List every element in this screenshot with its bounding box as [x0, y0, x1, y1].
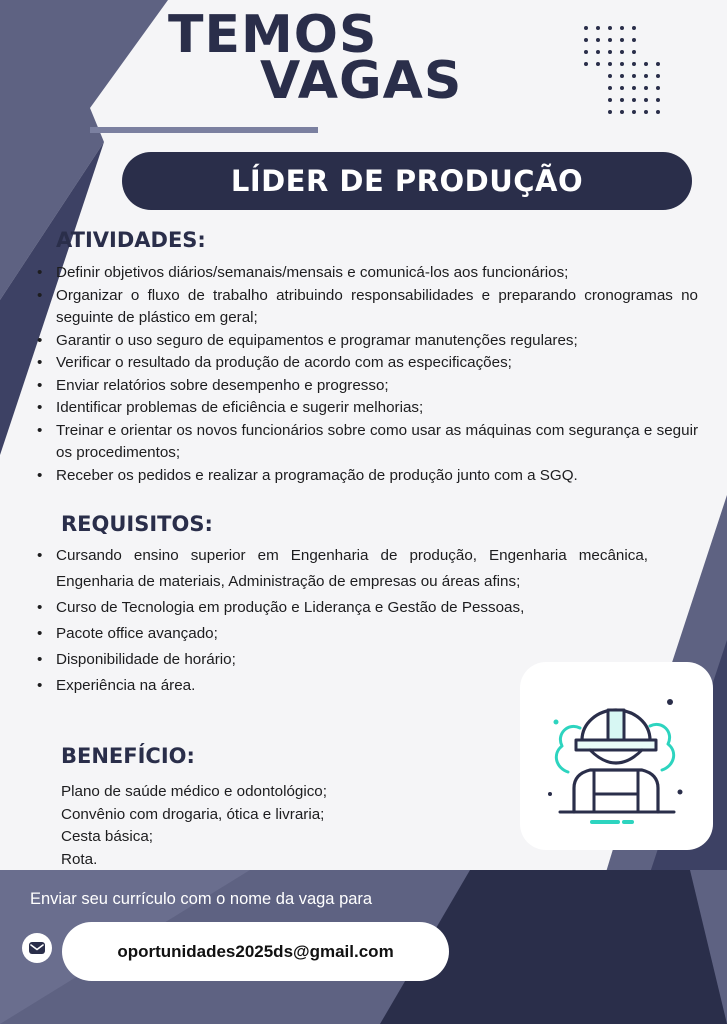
requirements-heading: REQUISITOS:	[61, 512, 213, 536]
activities-heading: ATIVIDADES:	[56, 228, 206, 252]
requirement-item: • Experiência na área.	[34, 673, 648, 699]
construction-worker-icon	[520, 662, 713, 850]
benefit-item: Cesta básica;	[61, 828, 154, 845]
activity-item: • Verificar o resultado da produção de acordo com as especificações;	[34, 352, 698, 375]
activity-item: • Identificar problemas de eficiência e sugerir melhorias;	[34, 397, 698, 420]
envelope-icon	[22, 933, 52, 963]
benefit-item: Convênio com drogaria, ótica e livraria;	[61, 805, 325, 823]
benefits-heading: BENEFÍCIO:	[61, 744, 195, 768]
cv-instruction: Enviar seu currículo com o nome da vaga para	[30, 890, 373, 908]
benefit-item: Plano de saúde médico e odontológico;	[61, 783, 327, 800]
job-title-banner: LÍDER DE PRODUÇÃO	[122, 152, 692, 210]
title-line-1: TEMOS	[168, 5, 378, 65]
requirement-item: • Curso de Tecnologia em produção e Liderança e Gestão de Pessoas,	[34, 595, 648, 621]
activity-item: • Treinar e orientar os novos funcionários sobre como usar as máquinas com segurança e seguir os procedimentos;	[34, 420, 698, 465]
dot-pattern	[582, 26, 672, 122]
title-line-2: VAGAS	[260, 51, 463, 111]
activity-item: • Enviar relatórios sobre desempenho e progresso;	[34, 375, 698, 398]
requirement-item: • Pacote office avançado;	[34, 621, 648, 647]
activity-item: • Definir objetivos diários/semanais/mensais e comunicá-los aos funcionários;	[34, 262, 698, 285]
activities-list	[34, 262, 698, 487]
contact-email[interactable]: oportunidades2025ds@gmail.com	[62, 922, 449, 981]
benefits-list	[61, 781, 327, 871]
activity-item: • Organizar o fluxo de trabalho atribuindo responsabilidades e preparando cronogramas no seguinte de plástico em geral;	[34, 285, 698, 330]
activity-item: • Garantir o uso seguro de equipamentos e programar manutenções regulares;	[34, 330, 698, 353]
requirement-item: • Disponibilidade de horário;	[34, 647, 648, 673]
worker-illustration-card	[520, 662, 713, 850]
title-underline	[90, 127, 318, 133]
poster-title	[168, 5, 463, 111]
requirement-item: • Cursando ensino superior em Engenharia de produção, Engenharia mecânica, Engenharia de materiais, Administração de empresas ou áreas afins;	[34, 543, 648, 595]
activity-item: • Receber os pedidos e realizar a programação de produção junto com a SGQ.	[34, 465, 698, 488]
benefit-item: Rota.	[61, 850, 98, 868]
